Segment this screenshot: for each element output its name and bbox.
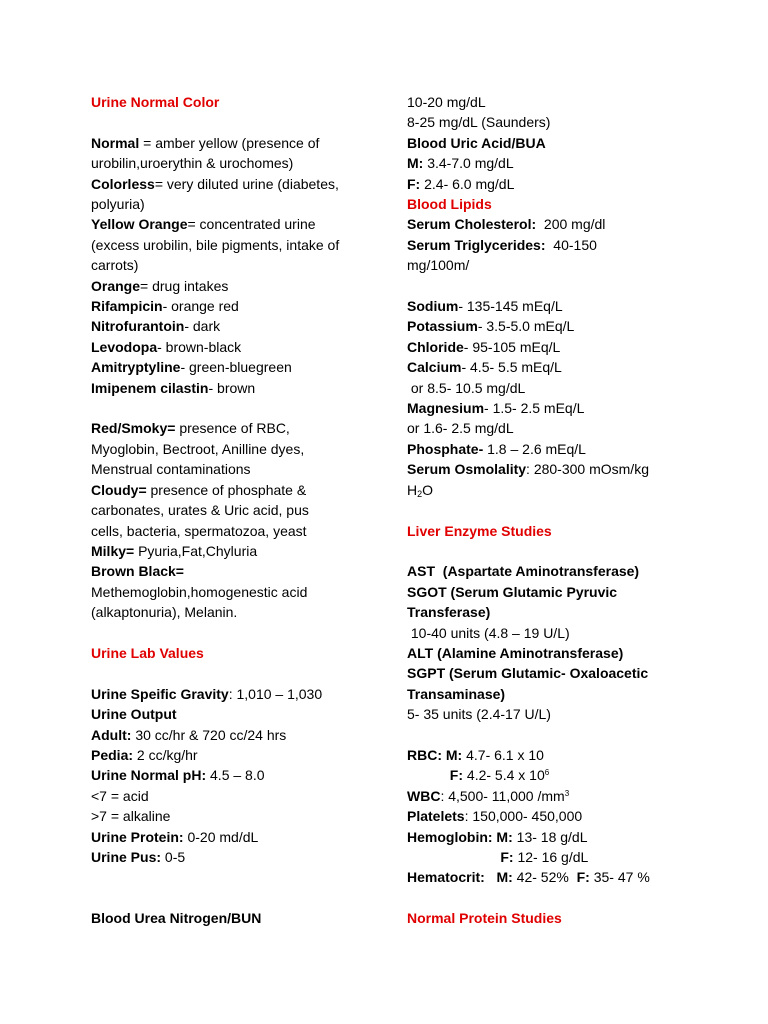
term-label: Milky=	[91, 542, 135, 559]
text-line	[91, 725, 381, 745]
term-label: Rifampicin	[91, 298, 163, 315]
term-value: O	[422, 481, 434, 498]
blank-line	[407, 541, 707, 561]
term-value: Menstrual contaminations	[91, 461, 251, 478]
text-line	[407, 459, 707, 479]
term-value: 2 cc/kg/hr	[133, 746, 198, 763]
term-value: 5- 35 units (2.4-17 U/L)	[407, 706, 551, 723]
term-value: = amber yellow (presence of	[139, 134, 320, 151]
text-line	[91, 214, 381, 234]
term-value: = drug intakes	[140, 277, 229, 294]
term-value: urobilin,uroerythin & urochomes)	[91, 155, 294, 172]
text-line	[407, 806, 707, 826]
blank-line	[91, 398, 381, 418]
term-value: 10-20 mg/dL	[407, 94, 486, 110]
term-label: Urine Speific Gravity	[91, 685, 229, 702]
term-label: Transferase)	[407, 604, 491, 621]
term-value: - 1.5- 2.5 mEq/L	[484, 400, 585, 417]
section-heading: Urine Normal Color	[91, 94, 220, 110]
text-line	[91, 786, 381, 806]
term-label: Brown Black=	[91, 563, 184, 580]
text-line	[91, 296, 381, 316]
text-line	[407, 153, 707, 173]
blank-line	[91, 663, 381, 683]
text-line	[407, 480, 707, 500]
subscript: 2	[417, 488, 423, 499]
term-value: : 4,500- 11,000 /mm	[440, 787, 565, 804]
text-line	[91, 521, 381, 541]
term-label: Blood Urea Nitrogen/BUN	[91, 910, 262, 927]
term-label: Urine Pus:	[91, 848, 162, 865]
text-line	[407, 786, 707, 806]
term-value: carrots)	[91, 257, 139, 274]
blank-line	[407, 500, 707, 520]
term-label: Pedia:	[91, 746, 134, 763]
term-value: - green-bluegreen	[180, 359, 292, 376]
text-line	[91, 439, 381, 459]
text-line	[407, 255, 707, 275]
term-label: Red/Smoky=	[91, 420, 176, 437]
term-value: 200 mg/dl	[536, 216, 606, 233]
term-label: Blood Uric Acid/BUA	[407, 134, 546, 151]
term-value: - brown	[208, 379, 256, 396]
term-label: F:	[500, 848, 514, 865]
term-label: RBC: M:	[407, 746, 463, 763]
term-value: polyuria)	[91, 196, 145, 213]
term-label: Cloudy=	[91, 481, 147, 498]
text-line	[91, 908, 381, 928]
term-value: 35- 47 %	[589, 869, 650, 886]
text-line	[407, 623, 707, 643]
text-line	[91, 357, 381, 377]
text-line	[407, 378, 707, 398]
right-column	[407, 92, 707, 929]
text-line	[407, 316, 707, 336]
term-label: Platelets	[407, 808, 465, 825]
text-line	[91, 418, 381, 438]
term-value: or 1.6- 2.5 mg/dL	[407, 420, 514, 437]
text-line	[91, 745, 381, 765]
term-value: 4.7- 6.1 x 10	[462, 746, 544, 763]
text-line	[91, 827, 381, 847]
term-value: 3.4-7.0 mg/dL	[423, 155, 514, 172]
text-line	[91, 459, 381, 479]
section-heading: Urine Lab Values	[91, 644, 204, 661]
term-label: Transaminase)	[407, 685, 506, 702]
term-value: carbonates, urates & Uric acid, pus	[91, 502, 309, 519]
term-value: = very diluted urine (diabetes,	[154, 175, 339, 192]
term-value: Myoglobin, Bectroot, Anilline dyes,	[91, 440, 305, 457]
section-heading: Liver Enzyme Studies	[407, 522, 552, 539]
text-line	[407, 847, 707, 867]
text-line	[91, 704, 381, 724]
term-value: 0-5	[161, 848, 186, 865]
text-line	[407, 235, 707, 255]
term-label: AST (Aspartate Aminotransferase)	[407, 563, 640, 580]
text-line	[91, 316, 381, 336]
term-value: 13- 18 g/dL	[512, 828, 588, 845]
term-value: H	[407, 481, 418, 498]
text-line	[407, 684, 707, 704]
superscript: 6	[544, 768, 550, 778]
term-label: SGPT (Serum Glutamic- Oxaloacetic	[407, 665, 649, 682]
term-label: Potassium	[407, 318, 478, 335]
term-label: M:	[407, 155, 424, 172]
text-line	[91, 806, 381, 826]
term-label: Serum Osmolality	[407, 461, 527, 478]
term-label: Normal	[91, 134, 140, 151]
section-heading: Normal Protein Studies	[407, 910, 562, 927]
text-line	[91, 480, 381, 500]
term-label: Imipenem cilastin	[91, 379, 209, 396]
text-line	[407, 643, 707, 663]
term-label: Sodium	[407, 298, 459, 315]
term-value: 4.2- 5.4 x 10	[463, 767, 545, 784]
term-value: - 3.5-5.0 mEq/L	[477, 318, 575, 335]
term-label: WBC	[407, 787, 441, 804]
text-line	[91, 276, 381, 296]
term-value: : 1,010 – 1,030	[228, 685, 323, 702]
term-value: 8-25 mg/dL (Saunders)	[407, 114, 551, 131]
term-label: SGOT (Serum Glutamic Pyruvic	[407, 583, 618, 600]
term-value: cells, bacteria, spermatozoa, yeast	[91, 522, 307, 539]
term-label: Colorless	[91, 175, 155, 192]
term-value: - orange red	[162, 298, 239, 315]
term-label: F:	[407, 175, 421, 192]
blank-line	[407, 888, 707, 908]
text-line	[407, 827, 707, 847]
term-value: = concentrated urine	[187, 216, 316, 233]
text-line	[407, 174, 707, 194]
text-line	[91, 337, 381, 357]
blank-line	[91, 888, 381, 908]
term-label: Phosphate-	[407, 440, 484, 457]
text-line	[407, 704, 707, 724]
text-line	[91, 153, 381, 173]
text-line	[407, 663, 707, 683]
term-label: F:	[449, 767, 464, 784]
term-label: Orange	[91, 277, 141, 294]
term-value: - 4.5- 5.5 mEq/L	[461, 359, 562, 376]
blank-line	[91, 623, 381, 643]
text-line	[91, 235, 381, 255]
term-value: (excess urobilin, bile pigments, intake of	[91, 236, 340, 253]
text-line	[407, 112, 707, 132]
term-value: 42- 52%	[512, 869, 577, 886]
text-line	[91, 255, 381, 275]
term-value: 40-150	[545, 236, 597, 253]
blank-line	[91, 112, 381, 132]
text-line	[407, 745, 707, 765]
text-line	[91, 500, 381, 520]
text-line	[407, 296, 707, 316]
term-value: presence of phosphate &	[146, 481, 307, 498]
term-value: 2.4- 6.0 mg/dL	[420, 175, 515, 192]
term-label: Urine Protein:	[91, 828, 184, 845]
term-value: : 150,000- 450,000	[464, 808, 583, 825]
text-line	[91, 541, 381, 561]
text-line	[91, 133, 381, 153]
term-value: - 135-145 mEq/L	[458, 298, 563, 315]
term-label: Amitryptyline	[91, 359, 181, 376]
indent	[407, 849, 500, 865]
term-label: Yellow Orange	[91, 216, 188, 233]
text-line	[91, 847, 381, 867]
term-label: ALT (Alamine Aminotransferase)	[407, 644, 624, 661]
text-line	[407, 867, 707, 887]
blank-line	[407, 725, 707, 745]
term-label: Magnesium	[407, 400, 485, 417]
text-line	[91, 194, 381, 214]
text-line	[91, 765, 381, 785]
indent	[407, 767, 450, 783]
text-line	[407, 439, 707, 459]
text-line	[91, 378, 381, 398]
term-value: 10-40 units (4.8 – 19 U/L)	[407, 624, 570, 641]
text-line	[91, 684, 381, 704]
blank-line	[91, 867, 381, 887]
text-line	[407, 418, 707, 438]
term-label: Urine Output	[91, 706, 177, 723]
term-value: <7 = acid	[91, 787, 149, 804]
left-column	[91, 92, 381, 929]
text-line	[407, 92, 707, 112]
text-line	[407, 561, 707, 581]
term-label: Serum Cholesterol:	[407, 216, 537, 233]
text-line	[407, 398, 707, 418]
term-value: presence of RBC,	[175, 420, 290, 437]
term-value: (alkaptonuria), Melanin.	[91, 604, 238, 621]
text-line	[91, 582, 381, 602]
term-value: - dark	[184, 318, 221, 335]
text-line	[407, 765, 707, 785]
term-value: Pyuria,Fat,Chyluria	[134, 542, 258, 559]
term-label: Chloride	[407, 338, 464, 355]
term-label: Hematocrit: M:	[407, 869, 513, 886]
term-value: >7 = alkaline	[91, 808, 171, 825]
superscript: 3	[564, 788, 570, 798]
term-value: - 95-105 mEq/L	[463, 338, 561, 355]
term-value: or 8.5- 10.5 mg/dL	[407, 379, 526, 396]
text-line	[407, 582, 707, 602]
term-value: Methemoglobin,homogenestic acid	[91, 583, 308, 600]
term-label: Adult:	[91, 726, 132, 743]
term-label: Calcium	[407, 359, 462, 376]
term-label: F:	[576, 869, 590, 886]
text-line	[407, 133, 707, 153]
text-line	[407, 337, 707, 357]
term-value: 1.8 – 2.6 mEq/L	[483, 440, 586, 457]
term-value: 0-20 md/dL	[183, 828, 259, 845]
term-value: - brown-black	[157, 338, 242, 355]
text-line	[407, 214, 707, 234]
text-line	[407, 357, 707, 377]
term-value: mg/100m/	[407, 257, 470, 274]
section-heading: Blood Lipids	[407, 196, 492, 213]
term-value: : 280-300 mOsm/kg	[526, 461, 649, 478]
text-line	[91, 174, 381, 194]
term-label: Serum Triglycerides:	[407, 236, 546, 253]
blank-line	[407, 276, 707, 296]
text-line	[91, 602, 381, 622]
term-value: 12- 16 g/dL	[513, 848, 589, 865]
term-label: Levodopa	[91, 338, 158, 355]
text-line	[407, 602, 707, 622]
text-line	[91, 561, 381, 581]
term-value: 30 cc/hr & 720 cc/24 hrs	[131, 726, 287, 743]
term-value: 4.5 – 8.0	[206, 767, 265, 784]
term-label: Urine Normal pH:	[91, 767, 207, 784]
term-label: Hemoglobin: M:	[407, 828, 513, 845]
term-label: Nitrofurantoin	[91, 318, 185, 335]
